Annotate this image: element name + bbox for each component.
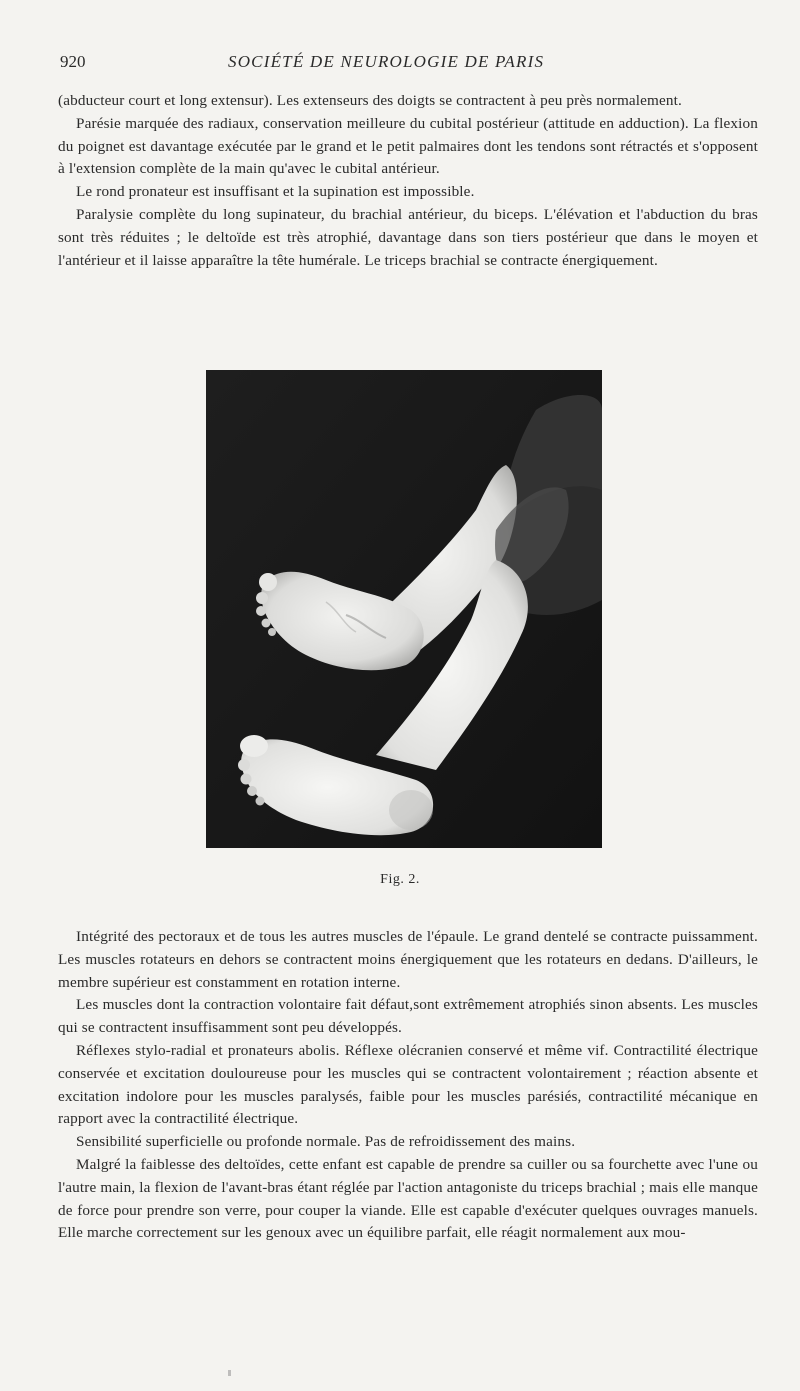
text-block-top (58, 90, 758, 272)
page-number: 920 (60, 52, 86, 71)
paragraph: Réflexes stylo-radial et pronateurs abolis. Réflexe olécranien conservé et même vif. Contractilité électrique conservée et excitation douloureuse pour les muscles qui se contractent volontairement ; réaction absente et excitation indolore pour les muscles paralysés, faible pour les muscles parésiés, contractilité mécanique en rapport avec la contractilité électrique. (58, 1041, 758, 1128)
paragraph: Parésie marquée des radiaux, conservation meilleure du cubital postérieur (attitude en adduction). La flexion du poignet est davantage exécutée par le grand et le petit palmaires dont les tendons sont rétractés et s'opposent à l'extension complète de la main qu'avec le cubital antérieur. (58, 114, 758, 178)
paragraph: Malgré la faiblesse des deltoïdes, cette enfant est capable de prendre sa cuiller ou sa fourchette avec l'une ou l'autre main, la flexion de l'avant-bras étant réglée par l'action antagoniste du triceps brachial ; mais elle manque de force pour prendre son verre, pour couper la viande. Elle est capable d'exécuter quelques ouvrages manuels. Elle marche correctement sur les genoux avec un équilibre parfait, elle réagit normalement aux mou- (58, 1155, 758, 1242)
stray-ink-mark (228, 1370, 231, 1376)
paragraph: Intégrité des pectoraux et de tous les autres muscles de l'épaule. Le grand dentelé se contracte puissamment. Les muscles rotateurs en dehors se contractent moins énergiquement que les rotateurs en dedans. D'ailleurs, le membre supérieur est constamment en rotation interne. (58, 928, 758, 991)
text-block-bottom (58, 926, 758, 1245)
running-head (60, 52, 760, 76)
figure-caption: Fig. 2. (380, 872, 420, 887)
journal-title: SOCIÉTÉ DE NEUROLOGIE DE PARIS (228, 52, 545, 71)
paragraph: Les muscles dont la contraction volontaire fait défaut,sont extrêmement atrophiés sinon absents. Les muscles qui se contractent insuffisamment sont peu développés. (58, 996, 758, 1037)
paragraph: (abducteur court et long extensur). Les extenseurs des doigts se contractent à peu près normalement. (58, 92, 682, 109)
paragraph: Sensibilité superficielle ou profonde normale. Pas de refroidissement des mains. (76, 1133, 576, 1151)
figure-photo-feet (206, 370, 602, 848)
feet-photograph (206, 370, 602, 848)
paragraph: Paralysie complète du long supinateur, du brachial antérieur, du biceps. L'élévation et l'abduction du bras sont très réduites ; le deltoïde est très atrophié, davantage dans son tiers postérieur que dans le moyen et l'antérieur et il laisse apparaître la tête humérale. Le triceps brachial se contracte énergiquement. (58, 205, 758, 269)
paragraph: Le rond pronateur est insuffisant et la supination est impossible. (76, 183, 475, 201)
